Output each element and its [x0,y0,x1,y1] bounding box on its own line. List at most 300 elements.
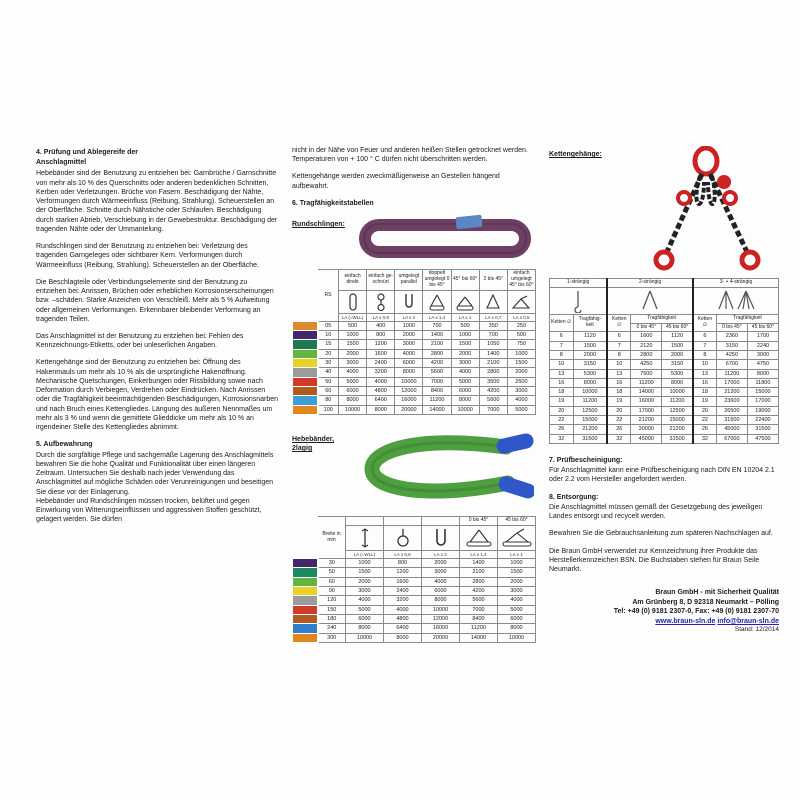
table-cell: 4000 [339,368,367,377]
table-cell: 90 [318,587,346,596]
table-cell: 3000 [747,350,778,359]
table-cell: 22 [693,416,717,425]
table-cell: 6400 [367,396,395,405]
table-cell: 20 [550,406,574,415]
table-cell: 1500 [346,568,384,577]
table-cell: 67000 [716,434,747,443]
table-row [550,416,779,425]
basket-parallel-icon [422,525,460,550]
webbing-sling-image [356,429,534,512]
middle-column [292,146,536,643]
section4-heading-line2: Anschlagmittel [36,159,87,167]
table-row [293,596,536,605]
rs-header: RS [318,270,339,321]
table-cell: 45000 [716,425,747,434]
factor-label: LA x 0,7 [479,313,507,321]
table-cell: 50 [318,568,346,577]
table-row [550,350,779,359]
table-cell: 15000 [662,416,693,425]
paragraph-entsorgung: Die Anschlagmittel müssen gemäß der Gesetzgebung des jeweiligen Landes entsorgt und recycelt werden. [549,503,763,521]
table-cell: 3000 [339,359,367,368]
table-cell: 5000 [451,377,479,386]
table-cell: 1500 [573,341,607,350]
color-swatch [293,321,318,330]
table-cell: 12500 [573,406,607,415]
table-cell: 16000 [395,396,423,405]
table-cell: 8000 [573,378,607,387]
table-cell: 21200 [716,388,747,397]
table-cell: 1600 [384,577,422,586]
table-cell: 5300 [573,369,607,378]
table-row [293,605,536,614]
ketten-header: Ketten ∅ [693,314,717,332]
color-swatch [293,605,318,614]
table-cell: 8000 [346,624,384,633]
paragraph-pruefbescheinigung: Für Anschlagmittel kann eine Prüfbescheinigung nach DIN EN 10204 2.1 oder 2.2 vom Hersteller angefordert werden. [549,467,775,484]
table-row [550,397,779,406]
table-cell: 2000 [573,350,607,359]
table-cell: 5000 [346,605,384,614]
table-cell: 19 [550,397,574,406]
table-cell: 45000 [631,434,662,443]
table-cell: 2000 [346,577,384,586]
table-row [293,559,536,568]
table-cell: 11200 [460,624,498,633]
table-cell: 20000 [422,633,460,642]
col-label: doppelt umgelegt 0 bis 45° [423,270,451,290]
table-row [293,331,536,340]
table-cell: 8000 [451,396,479,405]
table-cell: 1000 [346,559,384,568]
table-cell: 4750 [747,360,778,369]
table-cell: 11200 [662,397,693,406]
table-cell: 8 [550,350,574,359]
table-cell: 2000 [507,368,535,377]
table-cell: 6 [550,332,574,341]
table-cell: 40 [318,368,339,377]
table-cell: 2800 [479,368,507,377]
table-cell: 4250 [716,350,747,359]
right-column [549,150,779,635]
table-row [293,633,536,642]
table-cell: 2000 [339,349,367,358]
table-cell: 4250 [631,360,662,369]
website-link[interactable]: www.braun-sln.de [655,617,716,625]
triangle-hitch-icon [479,290,507,313]
table-cell: 1050 [479,340,507,349]
table-cell: 30000 [631,425,662,434]
table-row [550,388,779,397]
table-cell: 60 [318,387,339,396]
paragraph-gestelle: Kettengehänge werden zweckmäßigerweise an Gestellen hängend aufbewahrt. [292,173,500,190]
table-cell: 2400 [384,587,422,596]
table-cell: 350 [479,321,507,330]
table-cell: 1500 [498,568,536,577]
table-cell: 1120 [662,332,693,341]
color-swatch [293,349,318,358]
table-cell: 26 [550,425,574,434]
basket-45-60-icon [451,290,479,313]
col-label [422,517,460,526]
table-cell: 4200 [479,387,507,396]
email-link[interactable]: info@braun-sln.de [717,617,779,625]
table-cell: 3000 [451,359,479,368]
table-cell: 15000 [747,388,778,397]
table-cell: 4000 [498,596,536,605]
col-label: 45 bis 60° [498,517,536,526]
table-cell: 16000 [422,624,460,633]
table-cell: 7 [550,341,574,350]
rundschlingen-table [292,269,536,415]
breite-header: Breite in mm [318,517,346,559]
table-cell: 6000 [339,387,367,396]
table-cell: 6000 [498,614,536,623]
table-cell: 14000 [460,633,498,642]
table-cell: 2800 [423,349,451,358]
table-cell: 10000 [395,377,423,386]
table-row [293,340,536,349]
table-cell: 4800 [384,614,422,623]
col-label: einfach umgelegt 45° bis 60° [507,270,535,290]
table-cell: 240 [318,624,346,633]
group-label: 3- + 4-strängig [693,279,779,288]
color-swatch [293,624,318,633]
section5-heading: 5. Aufbewahrung [36,441,93,449]
basket-0-45-icon [423,290,451,313]
table-cell: 8000 [367,405,395,414]
table-cell: 15 [318,340,339,349]
factor-label: LA x 2 [395,313,423,321]
table-cell: 2000 [395,331,423,340]
factor-label: LA x 1,4 [423,313,451,321]
paragraph-etikett: Das Anschlagmittel ist der Benutzung zu entziehen bei: Fehlen des Kennzeichnungs-Etiketts, oder bei unleserlichen Angaben. [36,332,244,350]
table-cell: 18 [607,388,631,397]
table-cell: 13 [693,369,717,378]
table-cell: 20000 [395,405,423,414]
paragraph-gebrauchsanleitung: Bewahren Sie die Gebrauchsanleitung zum späteren Nachschlagen auf. [549,530,773,538]
table-cell: 6000 [346,614,384,623]
table-cell: 32 [693,434,717,443]
table-cell: 4000 [395,349,423,358]
table-row [293,396,536,405]
table-cell: 23600 [716,397,747,406]
footer-company-line: Braun GmbH - mit Sicherheit Qualität [655,589,779,597]
table-cell: 10 [607,360,631,369]
table-row [293,349,536,358]
table-cell: 31500 [573,434,607,443]
table-row [293,614,536,623]
table-cell: 1000 [395,321,423,330]
rundschlingen-table-body [293,321,536,414]
table-cell: 300 [318,633,346,642]
table-cell: 13 [607,369,631,378]
rundschlingen-label: Rundschlingen: [292,221,345,229]
table-row [293,359,536,368]
table-cell: 750 [507,340,535,349]
table-cell: 60 [318,577,346,586]
table-cell: 5000 [339,377,367,386]
three-four-leg-chain-icon [693,287,779,314]
table-row [550,332,779,341]
table-cell: 6000 [422,587,460,596]
table-cell: 22 [550,416,574,425]
table-cell: 17000 [747,397,778,406]
table-cell: 26 [693,425,717,434]
table-cell: 20 [607,406,631,415]
footer [549,588,779,635]
table-cell: 4200 [460,587,498,596]
table-row [293,321,536,330]
table-cell: 4200 [423,359,451,368]
table-cell: 16 [607,378,631,387]
kettengehaenge-table [549,278,779,444]
color-swatch [293,359,318,368]
table-cell: 17000 [716,378,747,387]
tragfaehigkeit-header: Tragfähig- keit [573,314,607,332]
table-cell: 19 [607,397,631,406]
table-cell: 31500 [662,434,693,443]
table-cell: 7 [607,341,631,350]
table-cell: 4000 [384,605,422,614]
table-cell: 11800 [747,378,778,387]
table-cell: 7000 [423,377,451,386]
table-cell: 13 [550,369,574,378]
table-cell: 5000 [498,605,536,614]
table-cell: 100 [318,405,339,414]
two-leg-chain-icon [607,287,693,314]
table-cell: 1000 [507,349,535,358]
table-cell: 2360 [716,332,747,341]
table-cell: 120 [318,596,346,605]
table-cell: 2500 [507,377,535,386]
chain-sling-image [620,146,785,277]
table-cell: 19000 [747,406,778,415]
factor-label: LA x 2 [422,550,460,558]
table-cell: 8000 [662,378,693,387]
table-cell: 2120 [631,341,662,350]
table-cell: 22400 [747,416,778,425]
table-row [550,378,779,387]
table-row [293,624,536,633]
factor-label: LA (=WLL) [339,313,367,321]
table-row [293,405,536,414]
angle-header: 0 bis 45° [631,323,662,332]
table-row [293,377,536,386]
vertical-hitch-icon [339,290,367,313]
table-cell: 700 [479,331,507,340]
table-cell: 2100 [479,359,507,368]
paragraph-bsn: Die Braun GmbH verwendet zur Kennzeichnung ihrer Produkte das Herstellerkennzeichen BSN. Die Buchstaben stehen für Braun Seile Neumarkt. [549,547,760,574]
table-cell: 32 [550,434,574,443]
table-row [550,341,779,350]
tragfaehigkeit-header: Tragfähigkeit [631,314,693,323]
table-cell: 11200 [423,396,451,405]
table-cell: 10000 [346,633,384,642]
table-cell: 12000 [422,614,460,623]
angle-header: 45 bis 60° [747,323,778,332]
triangle-wide-hitch-icon [507,290,535,313]
table-cell: 8000 [422,596,460,605]
table-cell: 3150 [716,341,747,350]
table-cell: 1000 [498,559,536,568]
table-cell: 2000 [422,559,460,568]
table-cell: 10000 [451,405,479,414]
table-cell: 500 [339,321,367,330]
table-cell: 4000 [507,396,535,405]
table-cell: 11200 [716,369,747,378]
table-cell: 5300 [662,369,693,378]
kettengehaenge-table-body [550,332,779,444]
hebebaender-table [292,516,536,643]
table-cell: 10000 [573,388,607,397]
table-cell: 3150 [662,360,693,369]
angle-header: 45 bis 60° [662,323,693,332]
table-cell: 5600 [460,596,498,605]
table-cell: 4000 [451,368,479,377]
table-cell: 1700 [747,332,778,341]
table-cell: 1200 [367,340,395,349]
table-cell: 800 [384,559,422,568]
table-cell: 5600 [479,396,507,405]
table-cell: 1500 [507,359,535,368]
table-cell: 14000 [423,405,451,414]
table-cell: 2240 [747,341,778,350]
kettengehaenge-label: Kettengehänge: [549,151,602,158]
table-cell: 7 [693,341,717,350]
table-cell: 12000 [395,387,423,396]
table-cell: 180 [318,614,346,623]
table-cell: 10 [550,360,574,369]
color-swatch [293,331,318,340]
table-cell: 3000 [422,568,460,577]
table-cell: 50 [318,377,339,386]
table-cell: 26500 [716,406,747,415]
table-cell: 5000 [507,405,535,414]
table-cell: 6 [693,332,717,341]
table-cell: 2800 [460,577,498,586]
table-cell: 2000 [498,577,536,586]
table-cell: 7500 [631,369,662,378]
col-label: einfach direkt [339,270,367,290]
table-row [293,387,536,396]
table-cell: 700 [423,321,451,330]
table-cell: 3000 [507,387,535,396]
table-cell: 6 [607,332,631,341]
color-swatch [293,396,318,405]
paragraph-beschlagteile: Die Beschlagteile oder Verbindungselemente sind der Benutzung zu entziehen bei: Anrissen, Brüchen oder erheblichen Korrosionserscheinungen bzw. –schäden. Starke Anzeichen von Verschleiß. Mehr als 5 % Aufweitung oder allgemeinen Verformungen. Erkennbarer bleibender Verformung an tragenden Teilen. [36,278,274,323]
table-cell: 2800 [631,350,662,359]
table-cell: 18 [550,388,574,397]
table-cell: 16000 [631,397,662,406]
choke-hitch-icon [384,525,422,550]
table-cell: 250 [507,321,535,330]
table-cell: 21200 [662,425,693,434]
table-cell: 1500 [339,340,367,349]
col-label: 0 bis 45° [460,517,498,526]
paragraph-hebebaender: Hebebänder sind der Benutzung zu entziehen bei: Garnbrüche / Garnschnitte von mehr als 10 % des Querschnitts oder anderen bedenklichen Schnitten, Kerben oder Verletzungen. Brüche von Fasern. Beschädigung der Nähte, Verformungen durch Wärmeeinfluss (Reibung, Strahlung). Scheuerstellen an der Oberfläche. Schnitte durch Nähstiche oder Schlaufen. Beschädigung durch starken Abrieb, Verschiebung in der Gewebestruktur. Beschädigung der tragenden Nähte oder der Ummantelung. [36,170,278,233]
paragraph-kettengehaenge: Kettengehänge sind der Benutzung zu entziehen bei: Öffnung des Hakenmauls um mehr als 10 % als die ursprüngliche Hakenöffnung. Mechanische Quetschungen, Einkerbungen oder Rissbildung sowie nach Deformation durch Verbiegen, Verdrehen oder Eindrücken. Nach Anrissen oder die Tragfähigkeit beeinträchtigenden Beschädigungen, Korrosionsnarben und nach Bruch eines Kettengliedes. Längung des äußeren Nennmaßes um mehr als 3 % und wenn die gemittete Glieddicke um mehr als 10 % an irgendeiner Stelle des Kettengliedes abnimmt. [36,359,279,432]
basket-0-45-icon [460,525,498,550]
table-cell: 15000 [573,416,607,425]
table-cell: 20 [318,349,339,358]
hebebaender-label: Hebebänder, 2lagig [292,435,335,453]
table-cell: 3200 [367,368,395,377]
table-cell: 1000 [339,331,367,340]
table-cell: 8400 [460,614,498,623]
color-swatch [293,568,318,577]
hebebaender-table-body [293,559,536,643]
table-cell: 30 [318,559,346,568]
table-cell: 6000 [451,387,479,396]
table-cell: 8000 [395,368,423,377]
table-cell: 4000 [367,377,395,386]
color-swatch [293,387,318,396]
color-swatch [293,633,318,642]
color-swatch [293,377,318,386]
table-cell: 22 [607,416,631,425]
choke-hitch-icon [367,290,395,313]
table-cell: 11200 [573,397,607,406]
col-label [346,517,384,526]
paragraph-feuer: nicht in der Nähe von Feuer und anderen heißen Stellen getrocknet werden. Temperaturen von + 100 ° C dürfen nicht überschritten werden. [292,147,528,164]
factor-label: LA x 1 [451,313,479,321]
table-cell: 500 [451,321,479,330]
table-cell: 80 [318,396,339,405]
table-cell: 5600 [423,368,451,377]
table-cell: 400 [367,321,395,330]
table-cell: 3000 [346,587,384,596]
table-cell: 8 [693,350,717,359]
table-cell: 3000 [395,340,423,349]
table-cell: 1600 [631,332,662,341]
color-column-header [293,517,318,559]
color-swatch [293,577,318,586]
table-cell: 10000 [339,405,367,414]
section7-heading: 7. Prüfbescheinigung: [549,457,623,464]
roundsling-image [356,214,534,265]
table-cell: 1120 [573,332,607,341]
table-cell: 8000 [384,633,422,642]
table-cell: 18 [693,388,717,397]
section4-heading: 4. Prüfung und Ablegereife der [36,149,139,156]
table-cell: 30 [318,359,339,368]
table-cell: 8000 [747,369,778,378]
table-cell: 16 [693,378,717,387]
color-swatch [293,559,318,568]
table-cell: 3200 [384,596,422,605]
table-cell: 2000 [451,349,479,358]
table-cell: 19 [693,397,717,406]
footer-version: Stand: 12/2014 [734,626,779,634]
left-column [36,148,279,532]
table-cell: 1500 [662,341,693,350]
table-cell: 32 [607,434,631,443]
basket-parallel-icon [395,290,423,313]
col-label: 2 bis 45° [479,270,507,290]
table-cell: 31500 [747,425,778,434]
table-cell: 1400 [479,349,507,358]
color-swatch [293,587,318,596]
table-cell: 8400 [423,387,451,396]
table-cell: 21200 [631,416,662,425]
table-cell: 1500 [451,340,479,349]
table-cell: 2100 [460,568,498,577]
group-label: 1-strängig [550,279,608,288]
color-swatch [293,614,318,623]
table-row [550,369,779,378]
table-row [550,406,779,415]
table-cell: 10 [693,360,717,369]
